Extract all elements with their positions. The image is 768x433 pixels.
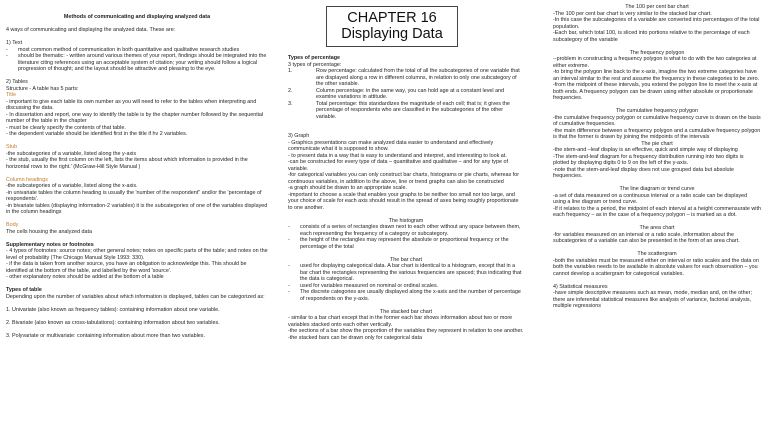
- title-line: - In dissertation and report, one way to identify the table is by the chapter number followed by the sequential number of the table in the chapter: [6, 111, 264, 124]
- stat-heading: 4) Statistical measures: [553, 283, 608, 290]
- bar-item: - used for displaying categorical data. A bar chart is identical to a histogram, except that in a bar chart the rectangles representing the various frequencies are spaced; thus indicating that the data is categorical.: [288, 263, 522, 282]
- body-text: The cells housing the analyzed data: [6, 228, 93, 235]
- type-polyvariate: 3. Polyvariate or multivariate: containing information about more than two variables.: [6, 332, 205, 339]
- fpoly-line: -from the midpoint of these intervals, you extend the polygon line to meet the x-axis at both ends. A frequency polygon can be drawn using either absolute or proportionate frequencies.: [553, 82, 758, 101]
- cum-line: -the main difference between a frequency polygon and a cumulative frequency polygon is that the former is drawn by joining the midpoints of the intervals: [553, 127, 761, 140]
- graph-line: -important to choose a scale that enables your graphs to be neither too small nor too large, and your choice of scale for each axis should result in the spread of axes being roughly proportionate to one another.: [288, 191, 519, 211]
- text-item: - most common method of communication in both quantitative and qualitative research studies: [6, 46, 240, 53]
- left-column: [6, 14, 268, 339]
- b100-line: -The 100 per cent bar chart is very similar to the stacked bar chart.: [553, 10, 712, 17]
- stub-line: -the subcategories of a variable, listed along the y-axis: [6, 150, 137, 157]
- pie-line: -the stem-and –leaf display is an effective, quick and simple way of displaying: [553, 147, 738, 153]
- pie-heading: The pie chart: [641, 140, 673, 147]
- fpoly-line: --problem in constructing a frequency polygon is what to do with the two categories at either extreme.: [553, 56, 757, 69]
- pie-line: -note that the stem-and-leaf display does not use grouped data but absolute frequencies.: [553, 166, 735, 179]
- body-label: Body: [6, 222, 19, 228]
- supp-line: - other explanatory notes should be added at the bottom of a table: [6, 274, 164, 280]
- chapter-number: CHAPTER 16: [347, 10, 437, 26]
- text-heading: 1) Text: [6, 40, 23, 46]
- pct-item: 3. Total percentage: this standardizes the magnitude of each cell; that is; it gives the percentage of respondents who are classified in the subcategories of the other variable.: [288, 100, 510, 120]
- fpoly-heading: The frequency polygon: [629, 49, 685, 56]
- intro-text: 4 ways of communicating and displaying the analyzed data. These are:: [6, 27, 176, 33]
- middle-column: [288, 55, 524, 341]
- pct-item: 1. Row percentage: calculated from the total of all the subcategories of one variable that are displayed along a row in different columns, in relation to only one subcategory of the other variable.: [288, 68, 520, 87]
- type-bivariate: 2. Bivariate (also known as cross-tabulations): containing information about two variables.: [6, 319, 220, 326]
- chapter-title-box: [326, 6, 458, 47]
- line-heading: The line diagram or trend curve: [619, 186, 695, 192]
- b100-line: -In this case the subcategories of a variable are converted into percentages of the total population.: [553, 17, 760, 30]
- types-heading: Types of table: [6, 287, 42, 293]
- histogram-heading: The histogram: [388, 217, 424, 224]
- stat-line: -have simple descriptive measures such as mean, mode, median and, on the other; there are inferential statistical measures like analysis of variance, factorial analysis, multiple regressions: [553, 290, 752, 309]
- tables-structure: Structure - A table has 5 parts:: [6, 85, 79, 92]
- title-line: - important to give each table its own number as you will need to refer to the tables when interpreting and discussing the data.: [6, 98, 257, 111]
- stacked-line: -the stacked bars can be drawn only for categorical data: [288, 334, 422, 341]
- bar-item: - The discrete categories are usually displayed along the x-axis and the number of percentage of respondents on the y-axis.: [288, 289, 521, 302]
- stub-line: - the stub, usually the first column on the left, lists the items about which information is provided in the horizontal rows to the right.' (McGraw-Hill Style Manual ): [6, 157, 248, 170]
- graph-line: -a graph should be drawn to an appropriate scale.: [288, 185, 407, 191]
- histogram-item: - consists of a series of rectangles drawn next to each other without any space between them, each representing the frequency of a category or subcategory.: [288, 224, 521, 237]
- column-line: -in bivariate tables (displaying information-2 variables) it is the subcategories of one of the variables displayed in the column headings: [6, 202, 268, 215]
- b100-heading: The 100 per cent bar chart: [625, 4, 689, 10]
- graph-line: - Graphics presentations can make analyzed data easier to understand and effectively communicate what it is supposed to show.: [288, 139, 494, 152]
- graph-line: -for categorical variables you can only construct bar charts, histograms or pie charts, whereas for continuous variables, in addition to the above, line or trend graphs can also be constructed: [288, 172, 519, 185]
- text-item: - should be thematic: - written around various themes of your report, findings should be integrated into the literature citing references using an acceptable system of citation; your writing should follow a logical progression of thought; and the layout should be attractive and pleasing to the eye.: [6, 53, 267, 72]
- column-line: -the subcategories of a variable, listed along the x-axis.: [6, 183, 138, 189]
- types-intro: Depending upon the number of variables about which information is displayed, tables can be categorized as:: [6, 293, 265, 300]
- stacked-line: - similar to a bar chart except that in the former each bar shows information about two or more variables stacked onto each other vertically.: [288, 315, 513, 328]
- area-heading: The area chart: [639, 225, 675, 231]
- graph-line: - to present data in a way that is easy to understand and interpret, and interesting to look at.: [288, 152, 507, 159]
- tables-heading: 2) Tables: [6, 79, 28, 85]
- left-heading: Methods of communicating and displaying analyzed data: [63, 14, 211, 20]
- column-line: -in univariate tables the column heading is usually the 'number of the respondent'' and/or the 'percentage of respondents'.: [6, 189, 262, 202]
- type-univariate: 1. Univariate (also known as frequency tables): containing information about one variable.: [6, 306, 220, 313]
- graph-line: -can be constructed for every type of data – quantitative and qualitative – and for any type of variable.: [288, 159, 508, 172]
- supp-line: - 4 types of footnotes: source notes; other general notes; notes on specific parts of the table; and notes on the level of probability (The Chicago Manual Style 1993: 330).: [6, 248, 268, 261]
- graph-heading: 3) Graph: [288, 133, 310, 139]
- b100-line: -Each bar, which total 100, is sliced into portions relative to the percentage of each subcategory of the variable: [553, 30, 750, 43]
- bar-item: - used for variables measured on nominal or ordinal scales.: [288, 282, 439, 289]
- chapter-title: Displaying Data: [341, 26, 443, 42]
- histogram-item: - the height of the rectangles may represent the absolute or proportional frequency or the percentage of the total: [288, 237, 509, 250]
- title-line: - the dependent variable should be identified first in the title if hv 2 variables.: [6, 131, 188, 137]
- line-line: -a set of data measured on a continuous interval or a ratio scale can be displayed using a line diagram or trend curve.: [553, 192, 748, 205]
- pct-item: 2. Column percentage: in the same way, you can hold age at a constant level and examine variations in attitude.: [288, 87, 505, 100]
- supp-heading: Supplementary notes or footnotes: [6, 241, 94, 248]
- scatter-line: -both the variables must be measured either on interval or ratio scales and the data on both the variables needs to be available in absolute values for each observation – you cannot develop a scattergram for categorical variables.: [553, 257, 759, 277]
- stacked-line: -the sections of a bar show the proportion of the variables they represent in relation to one another.: [288, 328, 524, 334]
- pie-line: -The stem-and-leaf diagram for a frequency distribution running into two digits is plotted by displaying digits 0 to 9 on the left of the y-axis.: [553, 153, 744, 166]
- supp-line: - if the data is taken from another source, you have an obligation to acknowledge this. This should be identified at the bottom of the table, and labelled by the word 'source'.: [6, 261, 247, 274]
- stub-label: Stub: [6, 144, 18, 150]
- fpoly-line: -to bring the polygon line back to the x-axis, imagine the two extreme categories have an interval similar to the rest and assume the frequency in these categories to be zero.: [553, 69, 760, 82]
- cum-line: -the cumulative frequency polygon or cumulative frequency curve is drawn on the basis of cumulative frequencies.: [553, 114, 761, 127]
- pct-intro: 3 types of percentage:: [288, 61, 342, 68]
- title-label: Title: [6, 92, 16, 98]
- area-line: -for variables measured on an interval or a ratio scale, information about the subcategories of a variable can also be presented in the form of an area chart.: [553, 231, 740, 244]
- column-headings-label: Column headings: [6, 176, 48, 183]
- title-line: - must be clearly specify the contents of that table.: [6, 124, 126, 131]
- stacked-heading: The stacked bar chart: [379, 308, 433, 315]
- right-column: [553, 4, 761, 310]
- pct-heading: Types of percentage: [288, 55, 341, 61]
- line-line: -If it relates to the a period, the midpoint of each interval at a height commensurate with each frequency – as in the case of a frequency polygon – is marked as a dot.: [553, 205, 761, 218]
- bar-heading: The bar chart: [389, 256, 423, 263]
- cum-heading: The cumulative frequency polygon: [615, 108, 699, 114]
- scatter-heading: The scattergram: [637, 251, 677, 257]
